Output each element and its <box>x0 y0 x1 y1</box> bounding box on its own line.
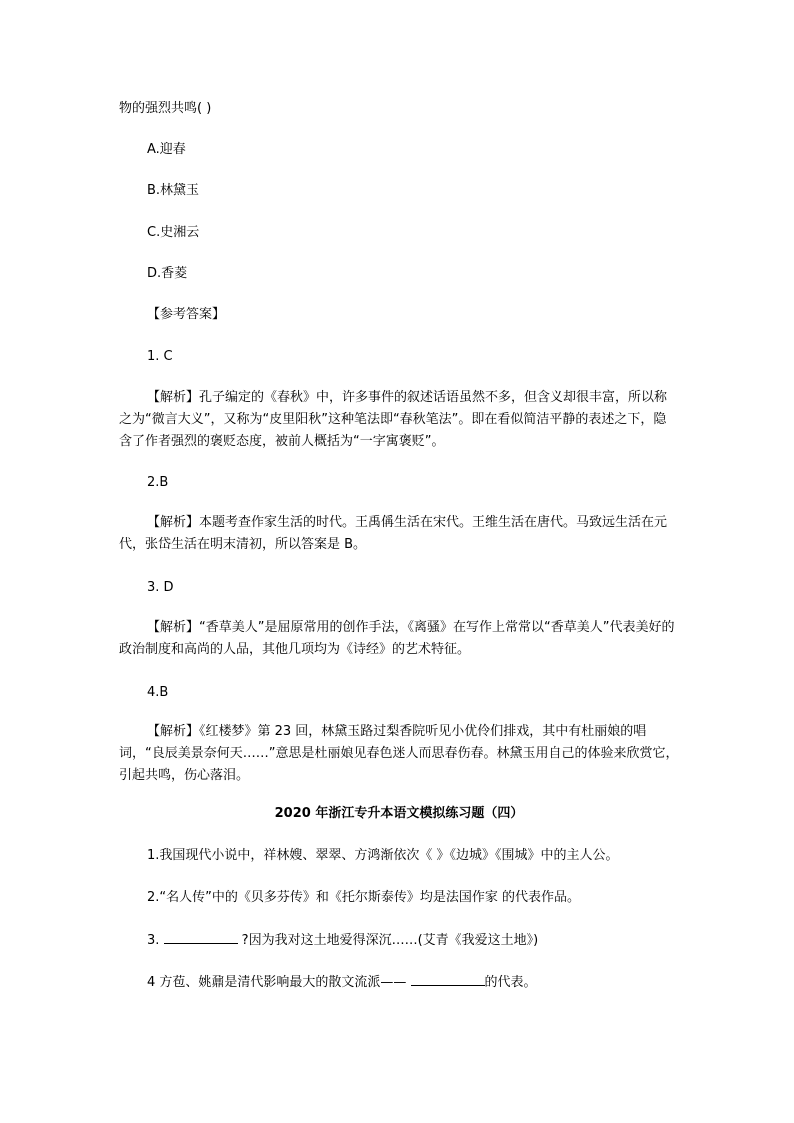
question-3-blank[interactable] <box>164 929 238 944</box>
analysis-2: 【解析】本题考查作家生活的时代。王禹偁生活在宋代。王维生活在唐代。马致远生活在元代，张岱生活在明末清初，所以答案是 B。 <box>119 515 668 552</box>
analysis-4: 【解析】《红楼梦》第 23 回，林黛玉路过梨香院听见小优伶们排戏，其中有杜丽娘的唱词，“良辰美景奈何天……”意思是杜丽娘见春色迷人而思春伤春。林黛玉用自己的体验来欣赏它，引起共鸣，伤心落泪。 <box>119 724 679 783</box>
section-title: 2020 年浙江专升本语文模拟练习题（四） <box>274 806 524 821</box>
question-3-text: ?因为我对这土地爱得深沉……(艾青《我爱这土地》) <box>237 933 539 948</box>
answer-number-2: 2.B <box>147 475 169 490</box>
option-c: C.史湘云 <box>147 225 200 240</box>
question-4-end: 的代表。 <box>484 975 537 990</box>
question-1: 1.我国现代小说中，祥林嫂、翠翠、方鸿渐依次《 》《边城》《围城》中的主人公。 <box>147 848 619 863</box>
option-a: A.迎春 <box>147 142 186 157</box>
analysis-3: 【解析】“香草美人”是屈原常用的创作手法，《离骚》在写作上常常以“香草美人”代表美好的政治制度和高尚的人品，其他几项均为《诗经》的艺术特征。 <box>119 620 675 657</box>
answer-number-3: 3. D <box>147 580 174 595</box>
question-3-number: 3. <box>147 933 160 948</box>
answer-header: 【参考答案】 <box>147 307 226 322</box>
question-tail: 物的强烈共鸣( ) <box>119 101 212 116</box>
question-2: 2.“名人传”中的《贝多芬传》和《托尔斯泰传》均是法国作家 的代表作品。 <box>147 890 581 905</box>
answer-number-4: 4.B <box>147 685 169 700</box>
option-b: B.林黛玉 <box>147 183 200 198</box>
question-4-blank[interactable] <box>411 971 485 986</box>
question-4-text: 4 方苞、姚鼐是清代影响最大的散文流派—— <box>147 975 411 990</box>
question-3 <box>147 929 707 952</box>
answer-number-1: 1. C <box>147 349 173 364</box>
option-d: D.香菱 <box>147 266 188 281</box>
analysis-1: 【解析】孔子编定的《春秋》中，许多事件的叙述话语虽然不多，但含义却很丰富，所以称之为“微言大义”，又称为“皮里阳秋”这种笔法即“春秋笔法”。即在看似简洁平静的表述之下，隐含了作者强烈的褒贬态度，被前人概括为“一字寓褒贬”。 <box>119 390 668 449</box>
question-4 <box>147 971 707 994</box>
